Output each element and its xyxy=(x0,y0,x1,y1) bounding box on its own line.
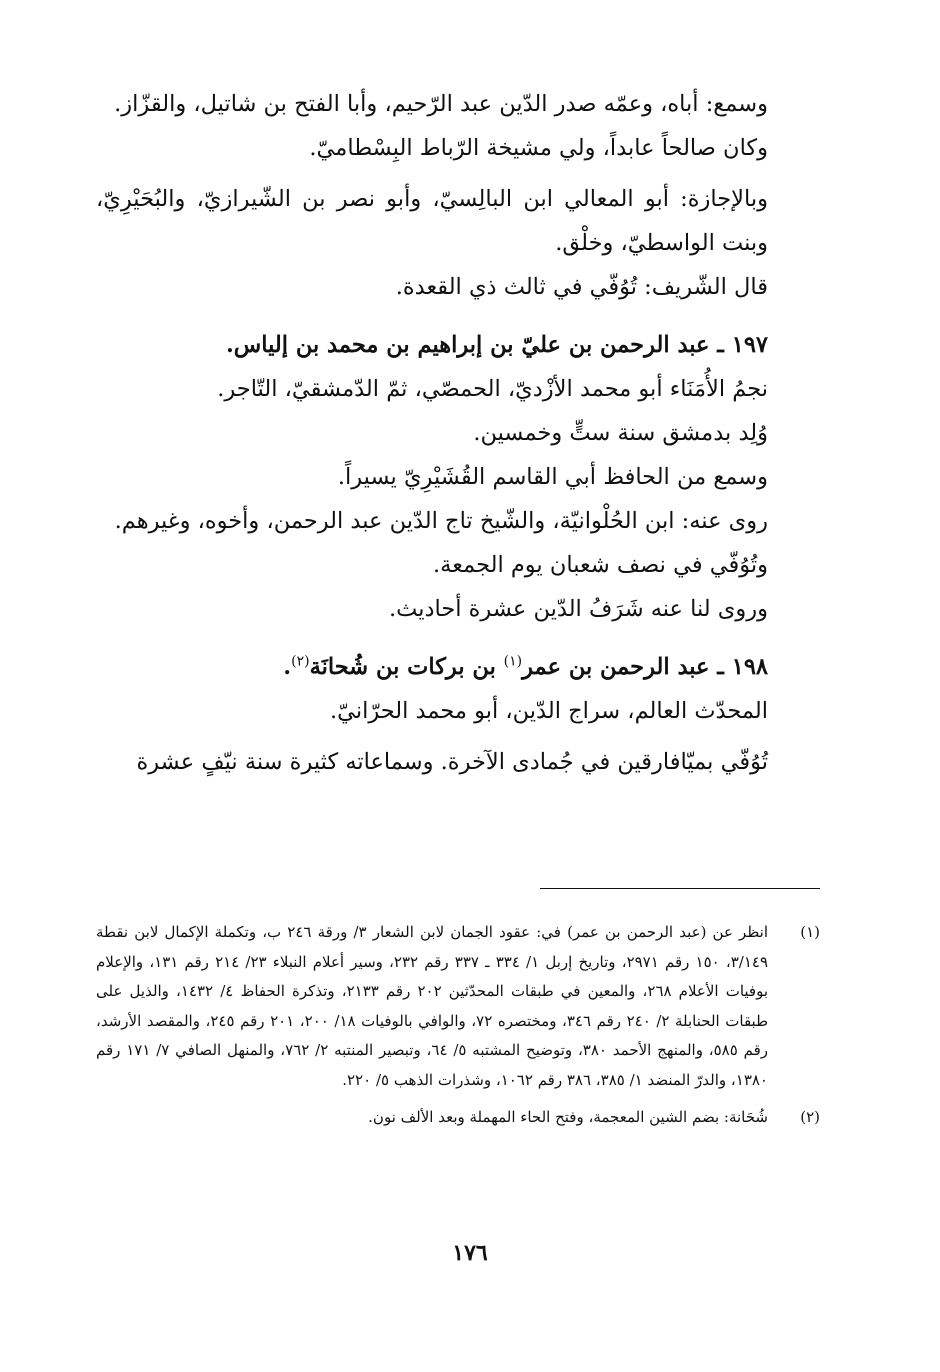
footnote-item xyxy=(96,1103,824,1133)
entry-197-line: روى عنه: ابن الحُلْوانيّة، والشّيخ تاج الدّين عبد الرحمن، وأخوه، وغيرهم. xyxy=(114,508,768,534)
paragraph-righteous: وكان صالحاً عابداً، ولي مشيخة الرّباط البِسْطاميّ. xyxy=(309,135,768,161)
footnote-text: انظر عن (عبد الرحمن بن عمر) في: عقود الجمان لابن الشعار ٣/ ورقة ٢٤٦ ب، وتكملة الإكمال لابن نقطة ٣/١٤٩، ١٥٠ رقم ٢٩٧١، وتاريخ إربل ١/ ٣٣٤ ـ ٣٣٧ رقم ٢٣٢، وسير أعلام النبلاء ٢٣/ ٢١٤ رقم ١٣١، والإعلام بوفيات الأعلام ٢٦٨، والمعين في طبقات المحدّثين ٢٠٢ رقم ٢١٣٣، وتذكرة الحفاظ ٤/ ١٤٣٢، والذيل على طبقات الحنابلة ٢/ ٢٤٠ رقم ٣٤٦، ومختصره ٧٢، والوافي بالوفيات ١٨/ ٢٠٠، ٢٠١ رقم ٢٤٥، والمقصد الأرشد، رقم ٥٨٥، والمنهج الأحمد ٣٨٠، وتوضيح المشتبه ٥/ ٦٤، وتبصير المنتبه ٢/ ٧٦٢، والمنهل الصافي ٧/ ١٧١ رقم ١٣٨٠، والدرّ المنضد ١/ ٣٨٥، ٣٨٦ رقم ١٠٦٢، وشذرات الذهب ٥/ ٢٢٠. xyxy=(96,923,769,1089)
entry-198-heading xyxy=(96,645,820,689)
entry-198-line: تُوُفّي بميّافارقين في جُمادى الآخرة. وسماعاته كثيرة سنة نيّفٍ عشرة xyxy=(136,749,768,775)
entry-197-line: نجمُ الأُمَنَاء أبو محمد الأزْديّ، الحمصّي، ثمّ الدّمشقيّ، التّاجر. xyxy=(217,376,768,402)
entry-198-name-cont: بن بركات بن شُحانَة xyxy=(309,654,504,680)
entry-197-line: وسمع من الحافظ أبي القاسم القُشَيْرِيّ يسيراً. xyxy=(337,464,768,490)
entry-197-heading: ١٩٧ ـ عبد الرحمن بن عليّ بن إبراهيم بن محمد بن إلياس. xyxy=(225,332,768,358)
page-number: ١٧٦ xyxy=(452,1240,488,1266)
footnote-number: (٢) xyxy=(800,1108,820,1126)
paragraph-death-note: قال الشّريف: تُوُفّي في ثالث ذي القعدة. xyxy=(395,274,768,300)
entry-198-line: المحدّث العالم، سراج الدّين، أبو محمد الحرّانيّ. xyxy=(329,698,768,724)
paragraph-ijaza: وبالإجازة: أبو المعالي ابن البالِسيّ، وأبو نصر بن الشّيرازيّ، والبُحَيْرِيّ، وبنت الواسطيّ، وخلْق. xyxy=(96,186,768,256)
footnote-number: (١) xyxy=(800,923,820,941)
paragraph-heard: وسمع: أباه، وعمّه صدر الدّين عبد الرّحيم، وأبا الفتح بن شاتيل، والقزّاز. xyxy=(114,91,768,117)
footnote-ref-1[interactable]: (١) xyxy=(503,653,523,670)
footnotes xyxy=(96,918,824,1141)
entry-198-period: . xyxy=(283,654,292,680)
footnote-text: شُحَانة: بضم الشين المعجمة، وفتح الحاء المهملة وبعد الألف نون. xyxy=(368,1108,768,1126)
entry-198-name: ١٩٨ ـ عبد الرحمن بن عمر xyxy=(522,654,768,680)
main-text xyxy=(96,82,820,784)
entry-197-line: وروى لنا عنه شَرَفُ الدّين عشرة أحاديث. xyxy=(388,596,768,622)
footnote-ref-2[interactable]: (٢) xyxy=(291,653,310,670)
footnote-divider xyxy=(540,888,820,889)
footnote-item xyxy=(96,918,824,1095)
entry-197-line: وُلِد بدمشق سنة ستٍّ وخمسين. xyxy=(473,420,768,446)
entry-197-line: وتُوُفّي في نصف شعبان يوم الجمعة. xyxy=(433,552,768,578)
